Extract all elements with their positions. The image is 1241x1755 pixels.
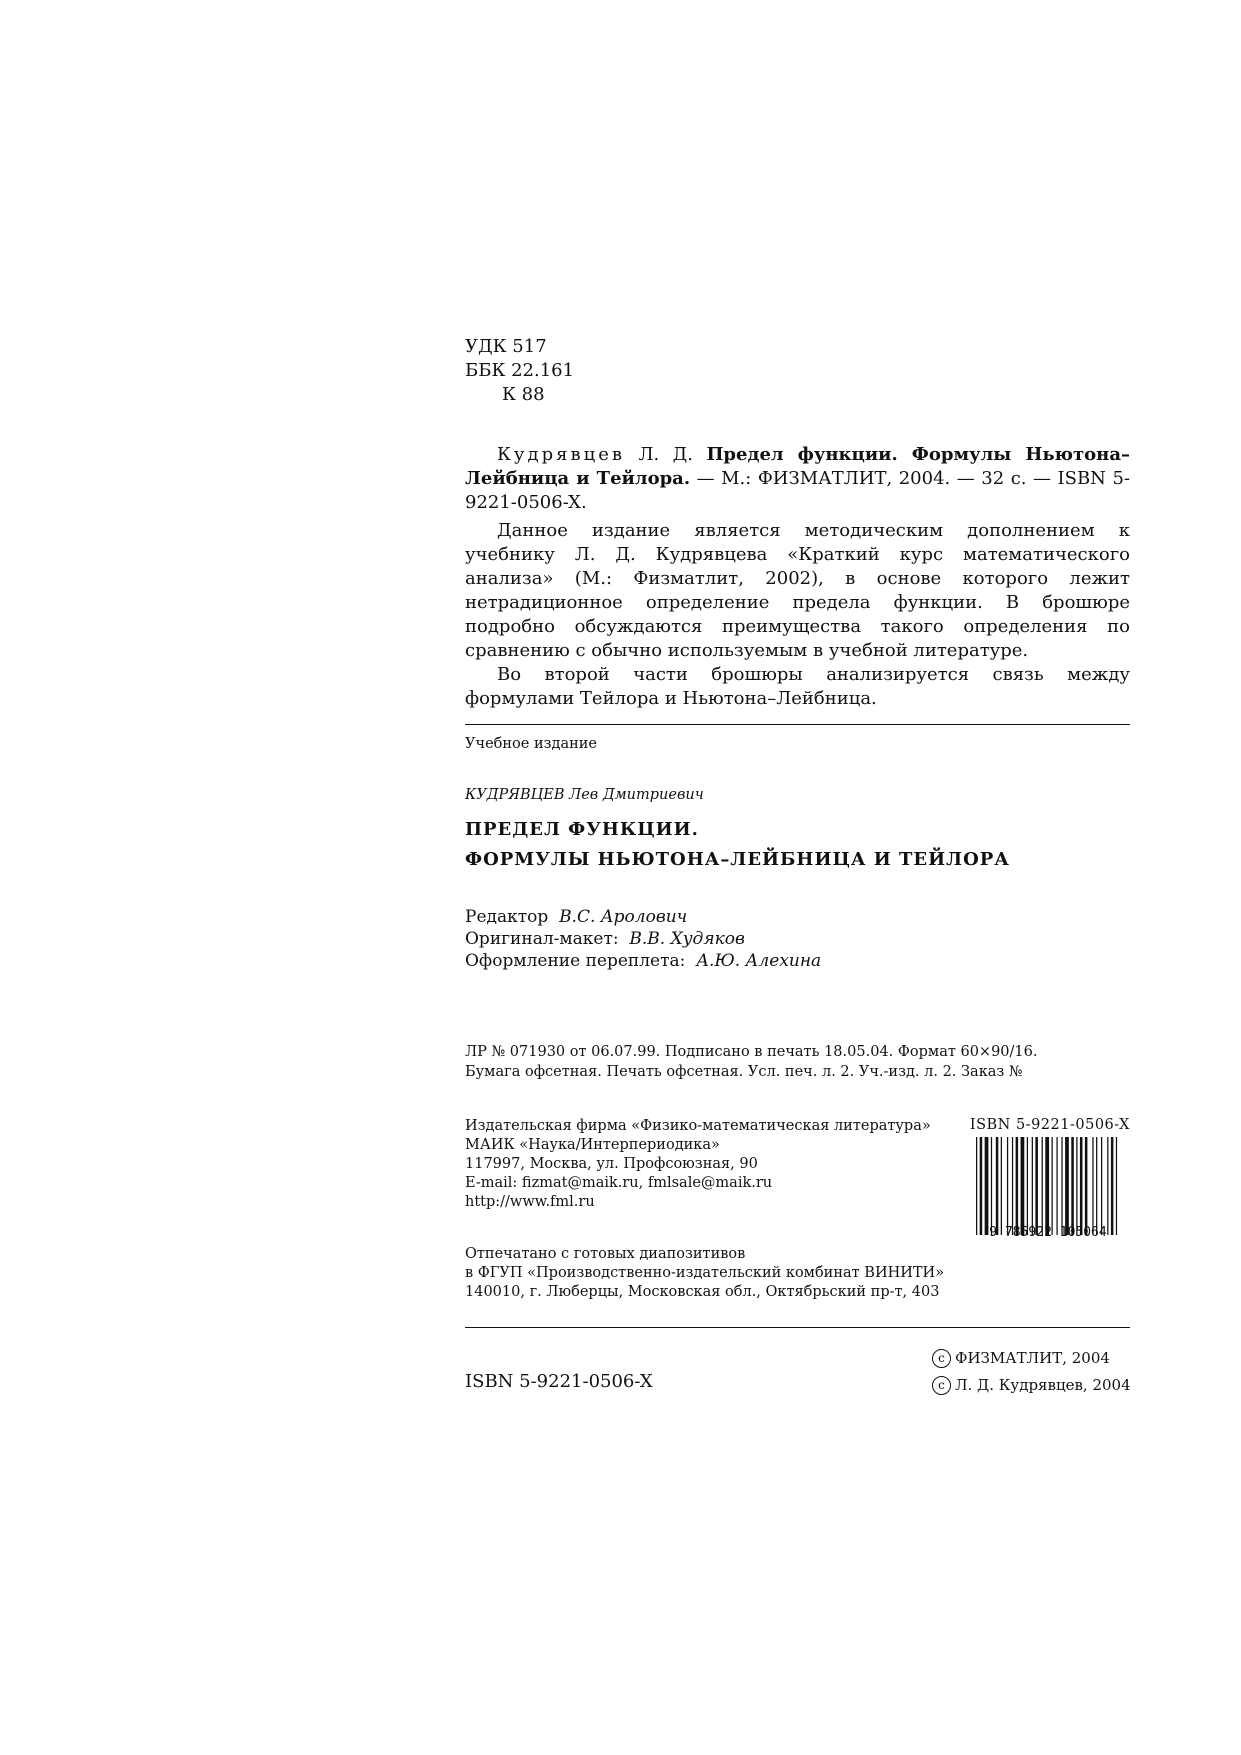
udk-code: УДК 517 — [465, 336, 547, 357]
license-block — [465, 1042, 1037, 1082]
bbk-code: ББК 22.161 — [465, 360, 575, 381]
barcode-bar — [1107, 1137, 1108, 1235]
barcode-bar — [1111, 1137, 1114, 1235]
barcode-bar — [1045, 1137, 1049, 1235]
publisher-line: Издательская фирма «Физико-математическая литература» — [465, 1118, 931, 1134]
edition-type: Учебное издание — [465, 736, 598, 752]
barcode-bar — [1021, 1137, 1025, 1235]
barcode-bar — [1085, 1137, 1088, 1235]
barcode-bar — [1032, 1137, 1033, 1235]
publisher-line: 117997, Москва, ул. Профсоюзная, 90 — [465, 1156, 758, 1172]
printer-line: Отпечатано с готовых диапозитивов — [465, 1246, 746, 1262]
credit-editor: Редактор В.С. Аролович — [465, 907, 688, 927]
citation-title: Предел функции. Формулы Ньютона–Лейбница и Тейлора. — [465, 444, 1130, 489]
barcode-block — [968, 1117, 1130, 1240]
barcode-bar — [1007, 1137, 1008, 1235]
printer-line: 140010, г. Люберцы, Московская обл., Октябрьский пр-т, 403 — [465, 1284, 940, 1300]
barcode-bar — [1080, 1137, 1083, 1235]
barcode-bar — [1061, 1137, 1062, 1235]
citation-author: Кудрявцев — [497, 444, 625, 465]
barcode-bar — [1116, 1137, 1117, 1235]
barcode-bar — [1001, 1137, 1002, 1235]
barcode-bar — [1096, 1137, 1097, 1235]
copyright-icon: c — [932, 1376, 951, 1395]
barcode-bar — [996, 1137, 999, 1235]
license-line-1: ЛР № 071930 от 06.07.99. Подписано в печать 18.05.04. Формат 60×90/16. — [465, 1044, 1038, 1060]
credits-block — [465, 906, 821, 972]
barcode-bar — [1076, 1137, 1077, 1235]
copyright-line-2: c Л. Д. Кудрявцев, 2004 — [932, 1372, 1131, 1399]
barcode-bar — [1042, 1137, 1043, 1235]
barcode-bar — [976, 1137, 977, 1235]
barcode-digits: 9 785922 105064 — [968, 1225, 1128, 1240]
publisher-line: МАИК «Наука/Интерпериодика» — [465, 1137, 720, 1153]
author-mark: К 88 — [502, 384, 545, 405]
license-line-2: Бумага офсетная. Печать офсетная. Усл. печ. л. 2. Уч.-изд. л. 2. Заказ № — [465, 1064, 1023, 1080]
barcode-bar — [985, 1137, 989, 1235]
barcode-bar — [1056, 1137, 1057, 1235]
citation-tail: — М.: ФИЗМАТЛИТ, 2004. — 32 с. — ISBN 5-9221-0506-X. — [465, 468, 1130, 513]
divider-bottom — [465, 1327, 1130, 1328]
barcode-bar — [1012, 1137, 1013, 1235]
author-full — [465, 785, 704, 805]
barcode-bar — [1052, 1137, 1053, 1235]
printer-line: в ФГУП «Производственно-издательский комбинат ВИНИТИ» — [465, 1265, 945, 1281]
credit-cover-design: Оформление переплета: А.Ю. Алехина — [465, 951, 822, 971]
author-name: Лев Дмитриевич — [569, 787, 704, 803]
footer-isbn: ISBN 5-9221-0506-X — [465, 1371, 653, 1392]
credit-layout: Оригинал-макет: В.В. Худяков — [465, 929, 745, 949]
classification-block — [465, 335, 574, 407]
abstract-paragraph-2: Во второй части брошюры анализируется связь между формулами Тейлора и Ньютона–Лейбница. — [465, 664, 1130, 709]
author-surname: КУДРЯВЦЕВ — [465, 787, 565, 803]
copyright-icon: c — [932, 1349, 951, 1368]
publisher-block — [465, 1117, 931, 1212]
copyright-block — [932, 1345, 1131, 1399]
copyright-line-1: c ФИЗМАТЛИТ, 2004 — [932, 1345, 1131, 1372]
abstract — [465, 519, 1130, 711]
abstract-paragraph-1: Данное издание является методическим дополнением к учебнику Л. Д. Кудрявцева «Краткий курс математического анализа» (М.: Физматлит, 2002), в основе которого лежит нетрадиционное определение предела функции. В брошюре подробно обсуждаются преимущества такого определения по сравнению с обычно используемым в учебной литературе. — [465, 520, 1130, 661]
book-title-line-1: ПРЕДЕЛ ФУНКЦИИ. — [465, 819, 699, 840]
book-title-line-2: ФОРМУЛЫ НЬЮТОНА–ЛЕЙБНИЦА И ТЕЙЛОРА — [465, 849, 1010, 870]
printer-block — [465, 1245, 944, 1302]
publisher-line: E-mail: fizmat@maik.ru, fmlsale@maik.ru — [465, 1175, 773, 1191]
barcode-bar — [1027, 1137, 1028, 1235]
barcode-bar — [991, 1137, 992, 1235]
barcode-bar — [1092, 1137, 1093, 1235]
barcode-bar — [980, 1137, 983, 1235]
barcode-bar — [1065, 1137, 1069, 1235]
bibliographic-citation — [465, 443, 1130, 515]
barcode-bar — [1101, 1137, 1102, 1235]
book-title — [465, 815, 1010, 875]
barcode-bar — [1071, 1137, 1074, 1235]
barcode-isbn-label: ISBN 5-9221-0506-X — [969, 1117, 1130, 1133]
citation-initials: Л. Д. — [638, 444, 693, 465]
barcode-bar — [1016, 1137, 1019, 1235]
divider-top — [465, 724, 1130, 725]
barcode-bar — [1035, 1137, 1038, 1235]
publisher-line: http://www.fml.ru — [465, 1194, 595, 1210]
